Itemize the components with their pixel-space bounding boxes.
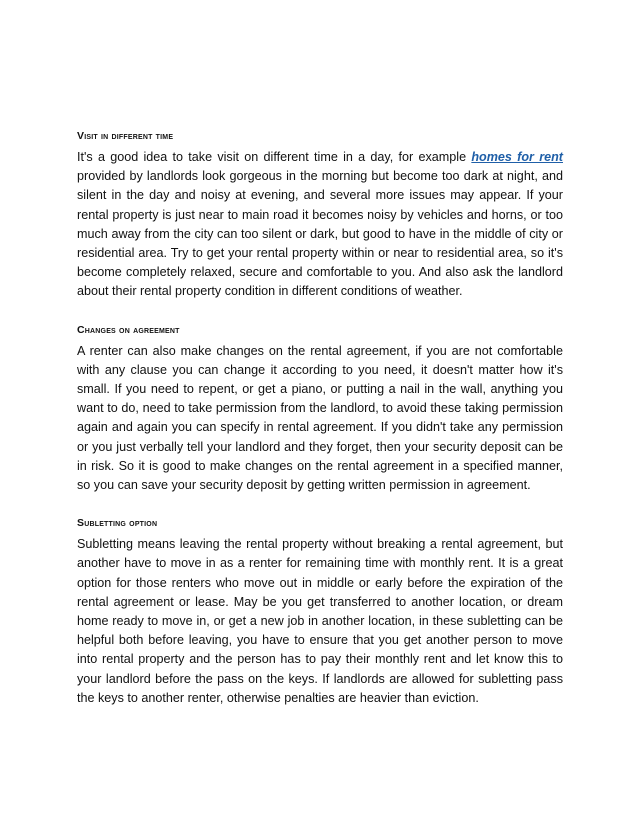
section-paragraph: Subletting means leaving the rental property without breaking a rental agreement, but another have to move in as a renter for remaining time with monthly rent. It is a great option for those renters who move out in middle or early before the expiration of the rental agreement or lease. May be you get transferred to another location, or dream home ready to move in, or get a new job in another location, in these subletting can be helpful both before leaving, you have to ensure that you get another person to move into rental property and the person has to pay their monthly rent and let know this to your landlord before the pass on the keys. If landlords are allowed for subletting pass the keys to another renter, otherwise penalties are heavier than eviction. bbox=[77, 537, 563, 705]
paragraph-text: It's a good idea to take visit on different time in a day, for example bbox=[77, 150, 472, 164]
section-visit-in-different-time bbox=[77, 128, 563, 302]
paragraph-text: provided by landlords look gorgeous in the morning but become too dark at night, and silent in the day and noisy at evening, and several more issues may appear. If your rental property is just near to main road it becomes noisy by vehicles and horns, or too much away from the city can too silent or dark, but good to have in the middle of city or residential area. Try to get your rental property within or near to residential area, so it's become completely relaxed, secure and comfortable to you. And also ask the landlord about their rental property condition in different conditions of weather. bbox=[77, 169, 563, 299]
homes-for-rent-link[interactable]: homes for rent bbox=[471, 150, 563, 164]
section-paragraph: A renter can also make changes on the rental agreement, if you are not comfortable with any clause you can change it according to you need, it doesn't matter how it's small. If you need to repent, or get a piano, or putting a nail in the wall, anything you want to do, need to take permission from the landlord, to avoid these taking permission again and again you can specify in rental agreement. If you didn't take any permission or you just verbally tell your landlord and they forget, then your security deposit can be in risk. So it is good to make changes on the rental agreement in a specified manner, so you can save your security deposit by getting written permission in agreement. bbox=[77, 343, 563, 493]
section-heading: Changes on agreement bbox=[77, 323, 180, 336]
section-heading: Subletting option bbox=[77, 517, 158, 530]
document-page bbox=[77, 128, 563, 728]
section-heading: Visit in different time bbox=[77, 130, 174, 142]
section-subletting-option bbox=[77, 515, 563, 708]
section-paragraph bbox=[77, 148, 563, 302]
section-changes-on-agreement bbox=[77, 322, 563, 496]
